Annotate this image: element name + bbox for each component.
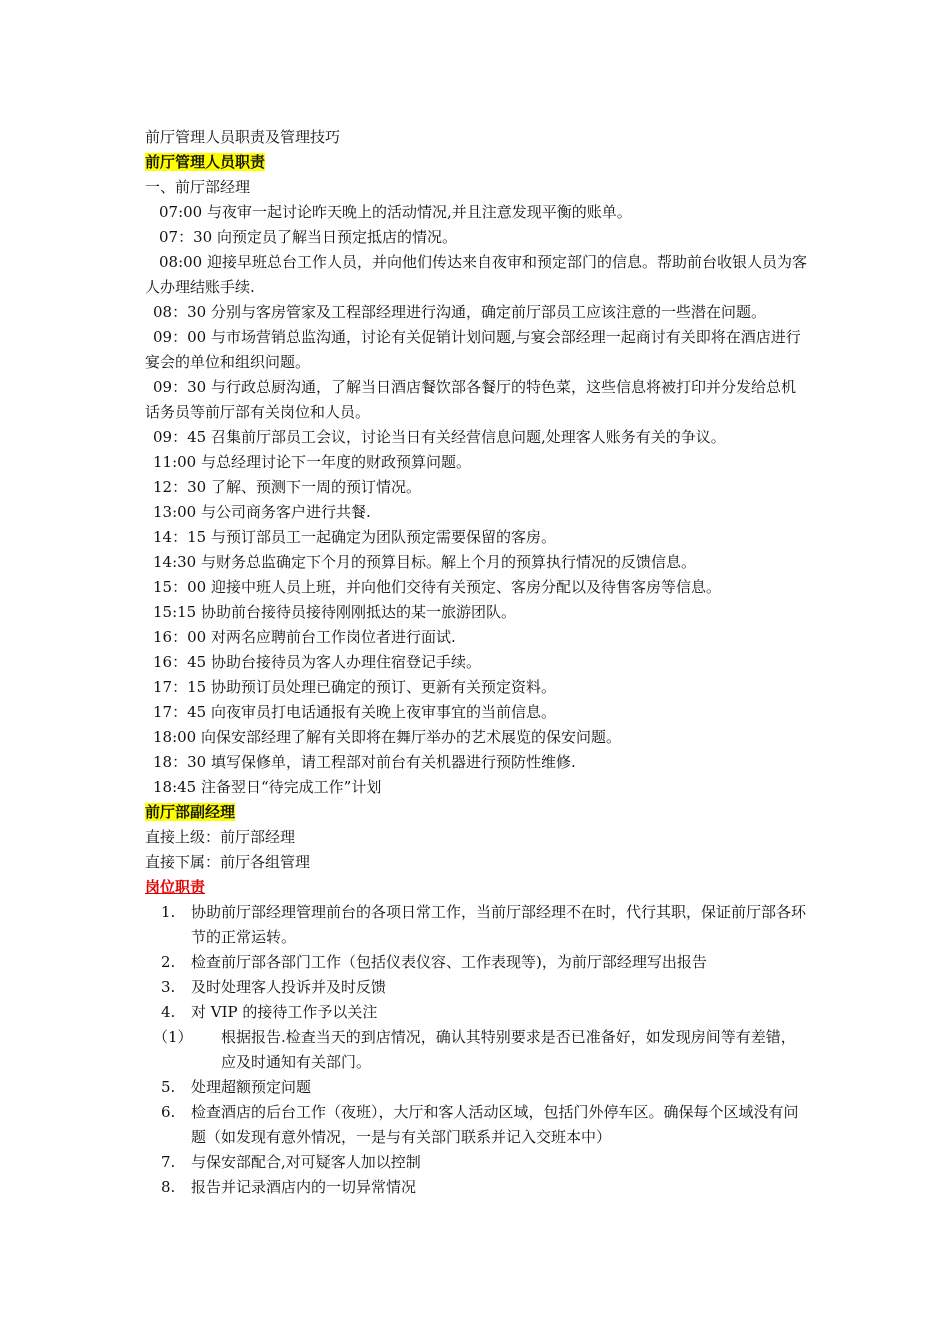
list-number: （1） xyxy=(153,1028,193,1046)
duty-item xyxy=(145,1100,810,1150)
schedule-item: 15:15 协助前台接待员接待刚刚抵达的某一旅游团队。 xyxy=(153,603,516,621)
list-number: 5. xyxy=(161,1078,176,1096)
duty-text: 检查前厅部各部门工作（包括仪表仪容、工作表现等)，为前厅部经理写出报告 xyxy=(191,953,707,971)
schedule-item: 16：00 对两名应聘前台工作岗位者进行面试. xyxy=(153,628,456,646)
duty-text: 协助前厅部经理管理前台的各项日常工作，当前厅部经理不在时，代行其职，保证前厅部各环节的正常运转。 xyxy=(191,903,807,946)
schedule-item: 16：45 协助台接待员为客人办理住宿登记手续。 xyxy=(153,653,481,671)
schedule-item: 14：15 与预订部员工一起确定为团队预定需要保留的客房。 xyxy=(153,528,556,546)
duty-text: 报告并记录酒店内的一切异常情况 xyxy=(191,1178,417,1196)
duty-item xyxy=(145,950,810,975)
schedule-list xyxy=(145,200,810,800)
duty-item xyxy=(145,1000,810,1025)
list-number: 8. xyxy=(161,1178,176,1196)
schedule-item: 14:30 与财务总监确定下个月的预算目标。解上个月的预算执行情况的反馈信息。 xyxy=(153,553,696,571)
list-number: 7. xyxy=(161,1153,176,1171)
schedule-item: 09：00 与市场营销总监沟通，讨论有关促销计划问题,与宴会部经理一起商讨有关即将在酒店进行宴会的单位和组织问题。 xyxy=(145,328,801,371)
duties-list xyxy=(145,900,810,1200)
highlighted-heading: 前厅管理人员职责 xyxy=(145,153,266,171)
duty-text: 根据报告.检查当天的到店情况，确认其特别要求是否已准备好，如发现房间等有差错，应及时通知有关部门。 xyxy=(221,1028,796,1071)
schedule-item: 11:00 与总经理讨论下一年度的财政预算问题。 xyxy=(153,453,471,471)
document-body xyxy=(145,125,810,1200)
duty-text: 对 VIP 的接待工作予以关注 xyxy=(191,1003,378,1021)
schedule-item: 07：30 向预定员了解当日预定抵店的情况。 xyxy=(159,228,457,246)
duties-heading: 岗位职责 xyxy=(145,878,206,896)
duty-item xyxy=(145,1075,810,1100)
highlighted-heading: 前厅部副经理 xyxy=(145,803,236,821)
duty-subitem xyxy=(145,1025,810,1075)
document-title: 前厅管理人员职责及管理技巧 xyxy=(145,128,341,146)
duty-text: 检查酒店的后台工作（夜班），大厅和客人活动区域，包括门外停车区。确保每个区域没有问题（如发现有意外情况，一是与有关部门联系并记入交班本中） xyxy=(191,1103,799,1146)
schedule-item: 08：30 分别与客房管家及工程部经理进行沟通，确定前厅部员工应该注意的一些潜在问题。 xyxy=(153,303,766,321)
duty-item xyxy=(145,975,810,1000)
schedule-item: 17：45 向夜审员打电话通报有关晚上夜审事宜的当前信息。 xyxy=(153,703,556,721)
schedule-item: 18:00 向保安部经理了解有关即将在舞厅举办的艺术展览的保安问题。 xyxy=(153,728,621,746)
duty-text: 与保安部配合,对可疑客人加以控制 xyxy=(191,1153,421,1171)
section-heading-2 xyxy=(145,800,810,825)
schedule-item: 17：15 协助预订员处理已确定的预订、更新有关预定资料。 xyxy=(153,678,556,696)
duty-item xyxy=(145,1175,810,1200)
subsection-manager: 一、前厅部经理 xyxy=(145,178,251,196)
schedule-item: 18：30 填写保修单，请工程部对前台有关机器进行预防性维修. xyxy=(153,753,576,771)
schedule-item: 09：30 与行政总厨沟通，了解当日酒店餐饮部各餐厅的特色菜，这些信息将被打印并分发给总机话务员等前厅部有关岗位和人员。 xyxy=(145,378,796,421)
direct-superior: 直接上级：前厅部经理 xyxy=(145,828,296,846)
duty-text: 及时处理客人投诉并及时反馈 xyxy=(191,978,387,996)
direct-subordinate: 直接下属：前厅各组管理 xyxy=(145,853,311,871)
section-heading-1 xyxy=(145,150,810,175)
schedule-item: 07:00 与夜审一起讨论昨天晚上的活动情况,并且注意发现平衡的账单。 xyxy=(159,203,632,221)
schedule-item: 09：45 召集前厅部员工会议，讨论当日有关经营信息问题,处理客人账务有关的争议。 xyxy=(153,428,726,446)
list-number: 3. xyxy=(161,978,176,996)
duties-heading-row xyxy=(145,875,810,900)
duty-item xyxy=(145,900,810,950)
list-number: 2. xyxy=(161,953,176,971)
schedule-item: 08:00 迎接早班总台工作人员，并向他们传达来自夜审和预定部门的信息。帮助前台收银人员为客人办理结账手续. xyxy=(145,253,807,296)
schedule-item: 18:45 注备翌日“待完成工作”计划 xyxy=(153,778,382,796)
schedule-item: 15：00 迎接中班人员上班，并向他们交待有关预定、客房分配以及待售客房等信息。 xyxy=(153,578,721,596)
duty-text: 处理超额预定问题 xyxy=(191,1078,312,1096)
list-number: 1. xyxy=(161,903,176,921)
schedule-item: 12：30 了解、预测下一周的预订情况。 xyxy=(153,478,421,496)
duty-item xyxy=(145,1150,810,1175)
schedule-item: 13:00 与公司商务客户进行共餐. xyxy=(153,503,371,521)
list-number: 4. xyxy=(161,1003,176,1021)
list-number: 6. xyxy=(161,1103,176,1121)
